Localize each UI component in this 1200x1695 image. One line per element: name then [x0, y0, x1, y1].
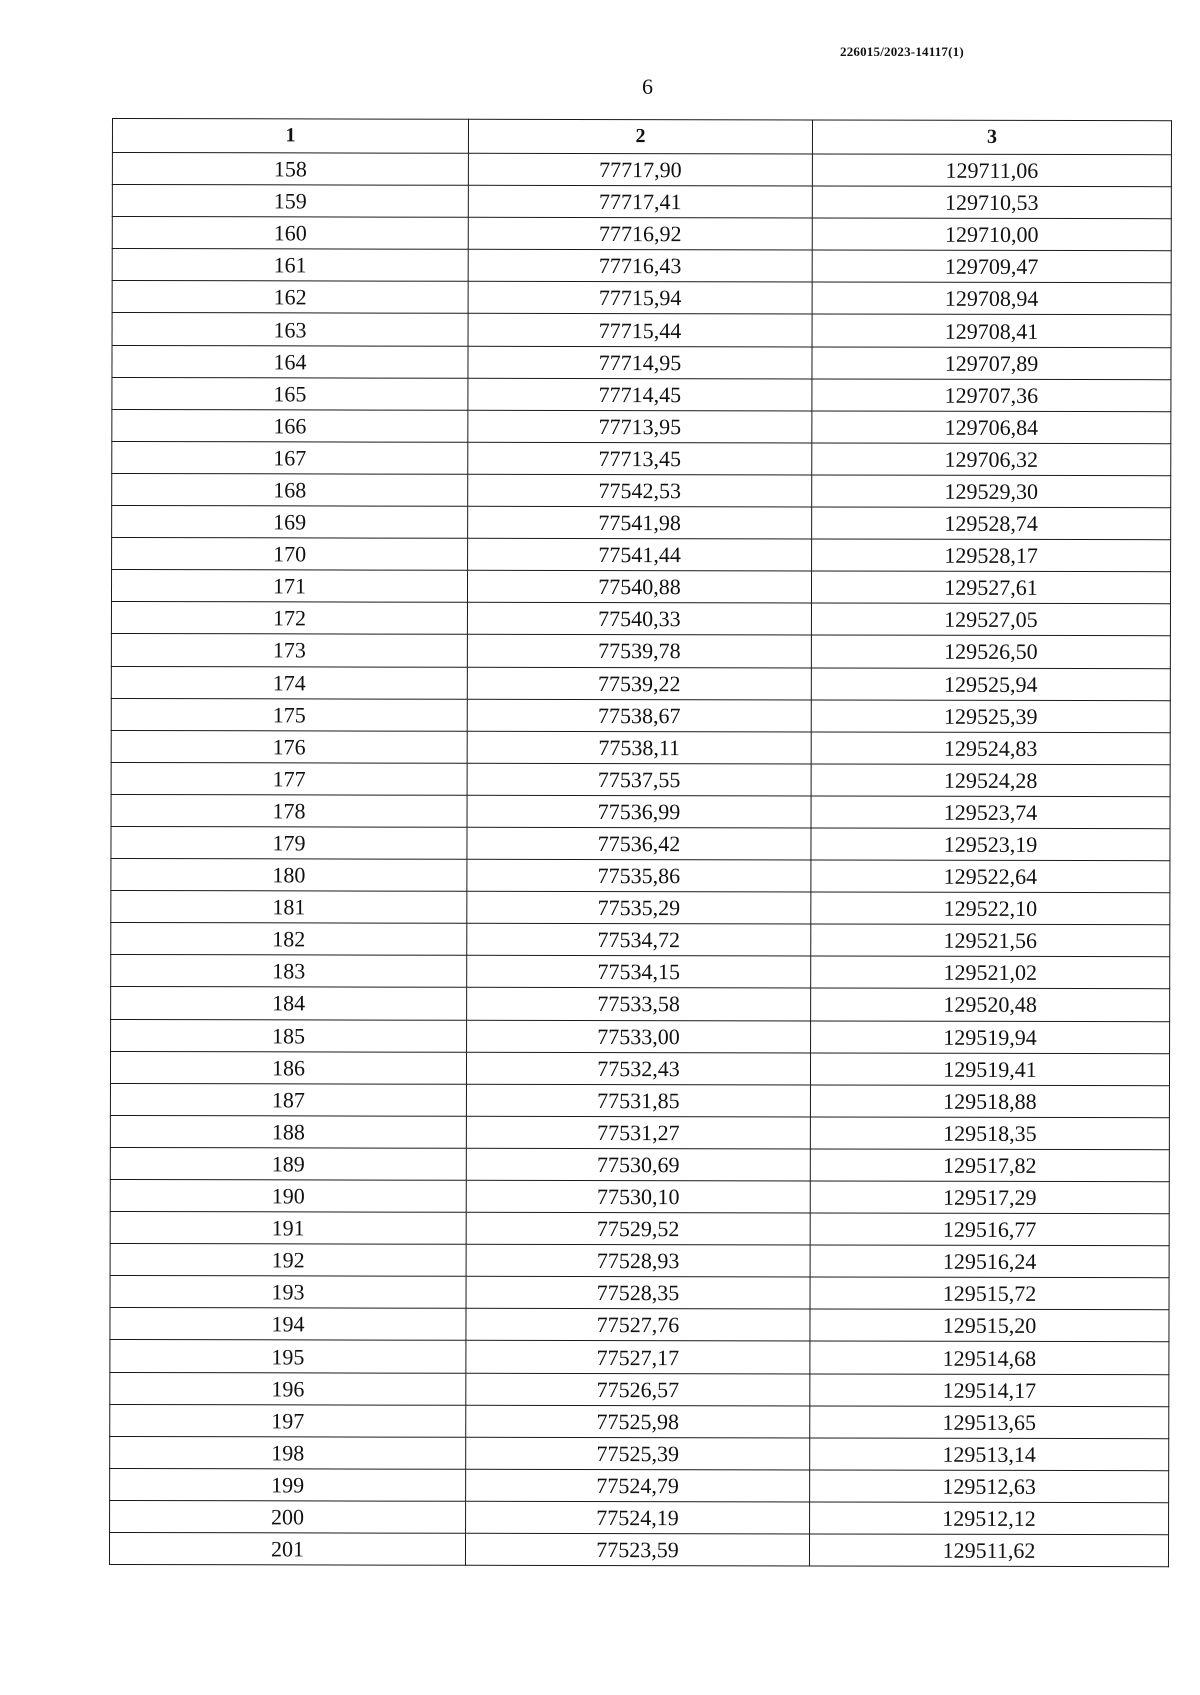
y-coordinate-cell: 129523,74	[811, 796, 1170, 829]
point-number-cell: 198	[110, 1436, 466, 1469]
x-coordinate-cell: 77533,00	[467, 1020, 811, 1053]
point-number-cell: 178	[111, 794, 467, 827]
point-number-cell: 159	[112, 185, 468, 218]
y-coordinate-cell: 129528,17	[812, 539, 1171, 572]
table-row	[111, 923, 1170, 957]
y-coordinate-cell: 129515,72	[810, 1277, 1169, 1310]
table-row	[111, 891, 1170, 925]
x-coordinate-cell: 77533,58	[467, 988, 811, 1021]
point-number-cell: 192	[110, 1244, 466, 1277]
x-coordinate-cell: 77714,45	[468, 378, 812, 411]
point-number-cell: 179	[111, 826, 467, 859]
table-row	[111, 859, 1170, 893]
table-row	[111, 987, 1170, 1021]
point-number-cell: 194	[110, 1308, 466, 1341]
x-coordinate-cell: 77523,59	[465, 1533, 809, 1566]
point-number-cell: 158	[112, 153, 468, 186]
point-number-cell: 160	[112, 217, 468, 250]
table-row	[110, 1372, 1169, 1406]
table-row	[112, 538, 1171, 572]
x-coordinate-cell: 77527,17	[466, 1341, 810, 1374]
table-row	[110, 1404, 1169, 1438]
table-row	[112, 313, 1171, 347]
table-row	[110, 1212, 1169, 1246]
x-coordinate-cell: 77528,93	[466, 1244, 810, 1277]
x-coordinate-cell: 77717,41	[468, 185, 812, 218]
y-coordinate-cell: 129518,88	[810, 1085, 1169, 1118]
point-number-cell: 172	[111, 602, 467, 635]
point-number-cell: 180	[111, 859, 467, 892]
y-coordinate-cell: 129524,28	[811, 764, 1170, 797]
point-number-cell: 170	[112, 538, 468, 571]
point-number-cell: 188	[110, 1115, 466, 1148]
table-row	[110, 1244, 1169, 1278]
point-number-cell: 163	[112, 313, 468, 346]
y-coordinate-cell: 129708,94	[812, 282, 1171, 315]
x-coordinate-cell: 77715,44	[468, 314, 812, 347]
table-row	[110, 1436, 1169, 1470]
table-row	[111, 1019, 1170, 1053]
x-coordinate-cell: 77524,19	[466, 1501, 810, 1534]
y-coordinate-cell: 129516,24	[810, 1245, 1169, 1278]
x-coordinate-cell: 77528,35	[466, 1277, 810, 1310]
table-row	[112, 441, 1171, 475]
table-row	[112, 217, 1171, 251]
y-coordinate-cell: 129519,94	[811, 1020, 1170, 1053]
y-coordinate-cell: 129710,53	[812, 186, 1171, 219]
point-number-cell: 196	[110, 1372, 466, 1405]
y-coordinate-cell: 129527,61	[811, 571, 1170, 604]
x-coordinate-cell: 77537,55	[467, 763, 811, 796]
table-row	[111, 602, 1170, 636]
document-number: 226015/2023-14117(1)	[840, 44, 964, 59]
point-number-cell: 187	[110, 1083, 466, 1116]
x-coordinate-cell: 77714,95	[468, 346, 812, 379]
table-row	[112, 249, 1171, 283]
x-coordinate-cell: 77713,95	[468, 410, 812, 443]
coordinates-table-container	[109, 118, 1171, 1567]
table-row	[110, 1147, 1169, 1181]
point-number-cell: 197	[110, 1404, 466, 1437]
table-row	[110, 1179, 1169, 1213]
point-number-cell: 185	[111, 1019, 467, 1052]
table-row	[110, 1468, 1169, 1502]
column-header: 3	[812, 120, 1171, 155]
point-number-cell: 168	[112, 473, 468, 506]
point-number-cell: 171	[111, 570, 467, 603]
table-row	[111, 570, 1170, 604]
y-coordinate-cell: 129520,48	[811, 988, 1170, 1021]
y-coordinate-cell: 129524,83	[811, 732, 1170, 765]
y-coordinate-cell: 129525,94	[811, 667, 1170, 700]
table-row	[111, 730, 1170, 764]
y-coordinate-cell: 129514,68	[810, 1341, 1169, 1374]
table-row	[110, 1308, 1169, 1342]
table-row	[111, 698, 1170, 732]
x-coordinate-cell: 77525,98	[466, 1405, 810, 1438]
point-number-cell: 162	[112, 281, 468, 314]
coordinates-table	[109, 118, 1172, 1567]
y-coordinate-cell: 129522,64	[811, 860, 1170, 893]
point-number-cell: 177	[111, 762, 467, 795]
point-number-cell: 169	[112, 506, 468, 539]
y-coordinate-cell: 129512,12	[810, 1502, 1169, 1535]
x-coordinate-cell: 77715,94	[468, 282, 812, 315]
x-coordinate-cell: 77532,43	[466, 1052, 810, 1085]
point-number-cell: 174	[111, 666, 467, 699]
x-coordinate-cell: 77541,44	[468, 538, 812, 571]
y-coordinate-cell: 129523,19	[811, 828, 1170, 861]
x-coordinate-cell: 77526,57	[466, 1373, 810, 1406]
table-row	[111, 826, 1170, 860]
point-number-cell: 184	[111, 987, 467, 1020]
y-coordinate-cell: 129708,41	[812, 314, 1171, 347]
y-coordinate-cell: 129525,39	[811, 700, 1170, 733]
y-coordinate-cell: 129513,14	[810, 1438, 1169, 1471]
point-number-cell: 173	[111, 634, 467, 667]
point-number-cell: 195	[110, 1340, 466, 1373]
column-header: 2	[468, 119, 812, 154]
x-coordinate-cell: 77716,92	[468, 217, 812, 250]
x-coordinate-cell: 77531,85	[466, 1084, 810, 1117]
x-coordinate-cell: 77717,90	[468, 153, 812, 186]
point-number-cell: 164	[112, 345, 468, 378]
table-row	[112, 153, 1171, 187]
table-row	[110, 1340, 1169, 1374]
table-row	[111, 794, 1170, 828]
x-coordinate-cell: 77534,72	[467, 923, 811, 956]
table-row	[112, 281, 1171, 315]
table-row	[112, 473, 1171, 507]
point-number-cell: 175	[111, 698, 467, 731]
x-coordinate-cell: 77525,39	[466, 1437, 810, 1470]
point-number-cell: 165	[112, 377, 468, 410]
x-coordinate-cell: 77527,76	[466, 1309, 810, 1342]
y-coordinate-cell: 129706,32	[812, 443, 1171, 476]
point-number-cell: 189	[110, 1147, 466, 1180]
x-coordinate-cell: 77540,33	[467, 603, 811, 636]
y-coordinate-cell: 129514,17	[810, 1374, 1169, 1407]
table-row	[111, 666, 1170, 700]
y-coordinate-cell: 129710,00	[812, 218, 1171, 251]
x-coordinate-cell: 77536,99	[467, 795, 811, 828]
y-coordinate-cell: 129529,30	[812, 475, 1171, 508]
table-row	[109, 1533, 1168, 1567]
y-coordinate-cell: 129519,41	[810, 1053, 1169, 1086]
x-coordinate-cell: 77538,11	[467, 731, 811, 764]
x-coordinate-cell: 77531,27	[466, 1116, 810, 1149]
y-coordinate-cell: 129521,56	[811, 924, 1170, 957]
table-row	[112, 185, 1171, 219]
point-number-cell: 167	[112, 441, 468, 474]
x-coordinate-cell: 77716,43	[468, 250, 812, 283]
table-header-row	[112, 119, 1171, 155]
y-coordinate-cell: 129517,29	[810, 1181, 1169, 1214]
table-row	[110, 1276, 1169, 1310]
table-row	[110, 1500, 1169, 1534]
y-coordinate-cell: 129707,89	[812, 347, 1171, 380]
x-coordinate-cell: 77536,42	[467, 827, 811, 860]
point-number-cell: 190	[110, 1179, 466, 1212]
point-number-cell: 201	[109, 1533, 465, 1566]
y-coordinate-cell: 129707,36	[812, 379, 1171, 412]
x-coordinate-cell: 77524,79	[466, 1469, 810, 1502]
x-coordinate-cell: 77541,98	[468, 506, 812, 539]
x-coordinate-cell: 77534,15	[467, 956, 811, 989]
x-coordinate-cell: 77540,88	[467, 570, 811, 603]
x-coordinate-cell: 77713,45	[468, 442, 812, 475]
y-coordinate-cell: 129711,06	[812, 154, 1171, 187]
point-number-cell: 191	[110, 1212, 466, 1245]
table-row	[111, 762, 1170, 796]
y-coordinate-cell: 129527,05	[811, 603, 1170, 636]
x-coordinate-cell: 77535,86	[467, 859, 811, 892]
table-row	[112, 506, 1171, 540]
y-coordinate-cell: 129516,77	[810, 1213, 1169, 1246]
page-number: 6	[642, 74, 653, 99]
table-row	[112, 409, 1171, 443]
y-coordinate-cell: 129513,65	[810, 1406, 1169, 1439]
table-row	[112, 377, 1171, 411]
x-coordinate-cell: 77542,53	[468, 474, 812, 507]
table-body	[109, 153, 1171, 1567]
table-row	[112, 345, 1171, 379]
x-coordinate-cell: 77529,52	[466, 1212, 810, 1245]
column-header: 1	[112, 119, 468, 154]
point-number-cell: 193	[110, 1276, 466, 1309]
x-coordinate-cell: 77530,10	[466, 1180, 810, 1213]
table-row	[110, 1083, 1169, 1117]
x-coordinate-cell: 77539,78	[467, 635, 811, 668]
point-number-cell: 176	[111, 730, 467, 763]
y-coordinate-cell: 129526,50	[811, 635, 1170, 668]
y-coordinate-cell: 129522,10	[811, 892, 1170, 925]
point-number-cell: 181	[111, 891, 467, 924]
y-coordinate-cell: 129512,63	[810, 1470, 1169, 1503]
x-coordinate-cell: 77538,67	[467, 699, 811, 732]
y-coordinate-cell: 129511,62	[809, 1534, 1168, 1567]
point-number-cell: 199	[110, 1468, 466, 1501]
y-coordinate-cell: 129517,82	[810, 1149, 1169, 1182]
point-number-cell: 166	[112, 409, 468, 442]
table-row	[110, 1115, 1169, 1149]
x-coordinate-cell: 77535,29	[467, 891, 811, 924]
x-coordinate-cell: 77530,69	[466, 1148, 810, 1181]
table-row	[110, 1051, 1169, 1085]
y-coordinate-cell: 129518,35	[810, 1117, 1169, 1150]
y-coordinate-cell: 129528,74	[812, 507, 1171, 540]
y-coordinate-cell: 129709,47	[812, 250, 1171, 283]
point-number-cell: 186	[110, 1051, 466, 1084]
point-number-cell: 183	[111, 955, 467, 988]
y-coordinate-cell: 129515,20	[810, 1309, 1169, 1342]
x-coordinate-cell: 77539,22	[467, 667, 811, 700]
point-number-cell: 182	[111, 923, 467, 956]
y-coordinate-cell: 129521,02	[811, 956, 1170, 989]
table-row	[111, 634, 1170, 668]
point-number-cell: 200	[110, 1500, 466, 1533]
table-row	[111, 955, 1170, 989]
y-coordinate-cell: 129706,84	[812, 411, 1171, 444]
point-number-cell: 161	[112, 249, 468, 282]
